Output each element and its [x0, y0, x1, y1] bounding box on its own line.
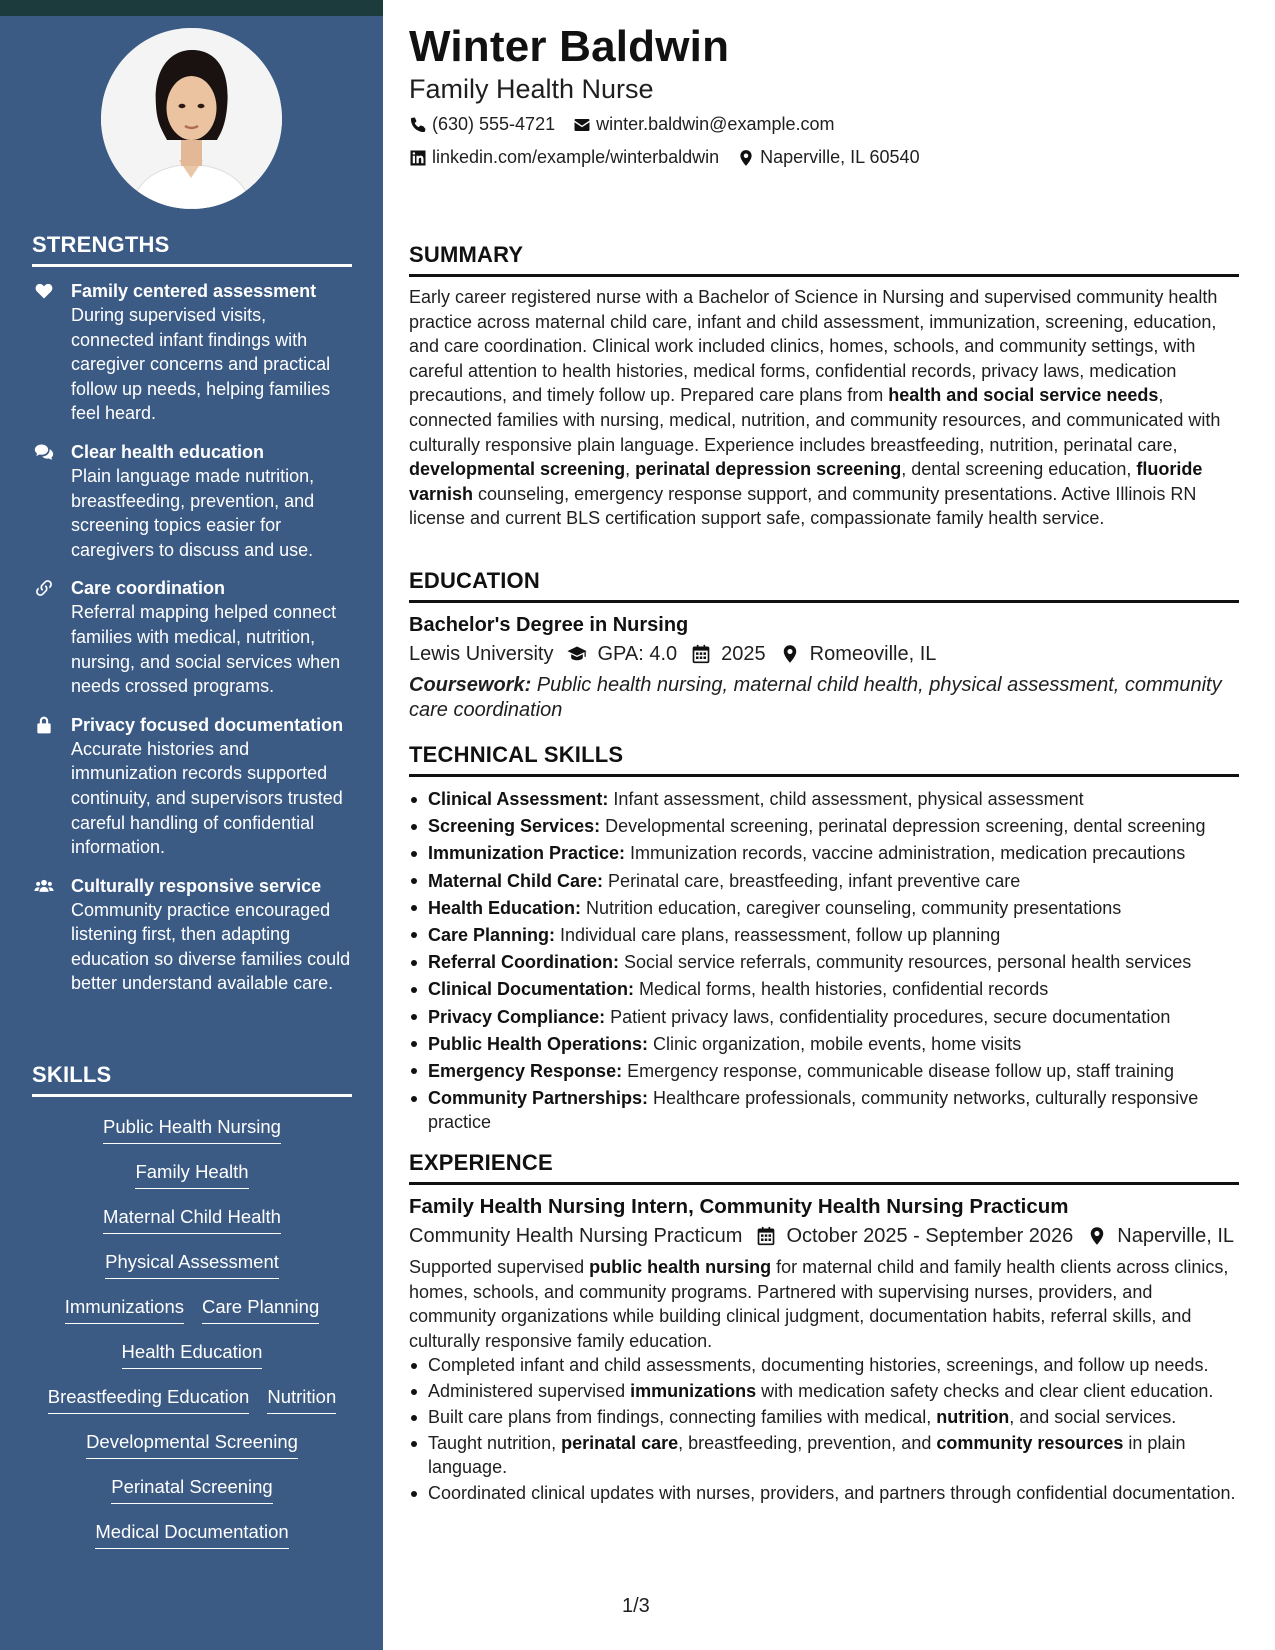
- graduation-cap-icon: [567, 644, 587, 664]
- strengths-heading: STRENGTHS: [32, 232, 352, 267]
- skills-list: [32, 1109, 352, 1559]
- experience-section: [409, 1150, 1239, 1507]
- lock-icon: [34, 715, 54, 735]
- education-section: [409, 568, 1239, 722]
- technical-skills-heading: TECHNICAL SKILLS: [409, 742, 1239, 777]
- comments-icon: [34, 442, 54, 462]
- strength-title: Clear health education: [71, 441, 265, 462]
- sidebar: [0, 0, 383, 1650]
- list-item: Privacy Compliance: Patient privacy laws, confidentiality procedures, secure documentation: [409, 1005, 1239, 1029]
- list-item: Public Health Operations: Clinic organization, mobile events, home visits: [409, 1032, 1239, 1056]
- strength-item: [32, 713, 352, 860]
- experience-meta: [409, 1221, 1239, 1251]
- list-item: Taught nutrition, perinatal care, breastfeeding, prevention, and community resources in plain language.: [409, 1431, 1239, 1479]
- education-location-item: [780, 639, 937, 669]
- list-item: Health Education: Nutrition education, caregiver counseling, community presentations: [409, 896, 1239, 920]
- technical-skills-list: [409, 787, 1239, 1134]
- email-contact: [573, 114, 834, 135]
- skill-tag: Immunizations: [65, 1289, 184, 1324]
- list-item: Clinical Assessment: Infant assessment, child assessment, physical assessment: [409, 787, 1239, 811]
- list-item: Maternal Child Care: Perinatal care, breastfeeding, infant preventive care: [409, 869, 1239, 893]
- summary-heading: SUMMARY: [409, 242, 1239, 277]
- skill-tag: Care Planning: [202, 1289, 319, 1324]
- phone-icon: [409, 116, 427, 134]
- phone-number: (630) 555-4721: [432, 114, 556, 134]
- coursework: Coursework: Public health nursing, maternal child health, physical assessment, community care coordination: [409, 674, 1222, 721]
- school-name: Lewis University: [409, 643, 554, 665]
- skill-tag: Public Health Nursing: [103, 1109, 281, 1144]
- education-location: Romeoville, IL: [809, 643, 937, 665]
- skill-tag: Health Education: [122, 1334, 263, 1369]
- experience-description: Supported supervised public health nursing for maternal child and family health clients across clinics, homes, schools, and community programs. Partnered with supervising nurses, providers, and community organizations while building clinical judgment, documentation habits, referral skills, and culturally responsive family education.: [409, 1257, 1229, 1351]
- location-text: Naperville, IL 60540: [760, 147, 920, 167]
- list-item: Administered supervised immunizations with medication safety checks and clear client education.: [409, 1379, 1239, 1403]
- year-item: [691, 639, 766, 669]
- summary-section: [409, 242, 1239, 531]
- calendar-icon: [756, 1226, 776, 1246]
- location-contact: [737, 147, 919, 168]
- degree-title: Bachelor's Degree in Nursing: [409, 614, 689, 636]
- skill-tag: Physical Assessment: [105, 1244, 279, 1279]
- strength-description: Referral mapping helped connect families with medical, nutrition, nursing, and social services when needs crossed programs.: [71, 602, 341, 697]
- technical-skills-section: [409, 742, 1239, 1137]
- contact-row-2: [409, 147, 938, 168]
- strength-item: [32, 874, 352, 996]
- strength-description: Community practice encouraged listening first, then adapting education so diverse families could better understand available care.: [71, 899, 351, 994]
- strength-item: [32, 576, 352, 698]
- page-number: 1/3: [622, 1595, 650, 1617]
- strength-item: [32, 279, 352, 426]
- map-marker-icon: [1087, 1226, 1107, 1246]
- profile-photo: [101, 28, 282, 209]
- calendar-icon: [691, 644, 711, 664]
- skill-tag: Developmental Screening: [86, 1424, 298, 1459]
- list-item: Built care plans from findings, connecting families with medical, nutrition, and social services.: [409, 1405, 1239, 1429]
- contact-row-1: [409, 114, 852, 135]
- skill-tag: Perinatal Screening: [111, 1469, 272, 1504]
- envelope-icon: [573, 116, 591, 134]
- summary-text: Early career registered nurse with a Bachelor of Science in Nursing and supervised community health practice across maternal child care, infant and child assessment, immunization, screening, education, and care coordination. Clinical work included clinics, homes, schools, and community settings, with careful attention to health histories, medical forms, confidential records, privacy laws, medication precautions, and timely follow up. Prepared care plans from health and social service needs, connected families with nursing, medical, nutrition, and community resources, and communicated with culturally responsive plain language. Experience includes breastfeeding, nutrition, perinatal care, developmental screening, perinatal depression screening, dental screening education, fluoride varnish counseling, emergency response support, and community presentations. Active Illinois RN license and current BLS certification support safe, compassionate family health service.: [409, 287, 1221, 529]
- strengths-section: [32, 232, 352, 1010]
- skill-tag: Maternal Child Health: [103, 1199, 281, 1234]
- list-item: Emergency Response: Emergency response, communicable disease follow up, staff training: [409, 1059, 1239, 1083]
- list-item: Referral Coordination: Social service referrals, community resources, personal health services: [409, 950, 1239, 974]
- experience-dates: October 2025 - September 2026: [786, 1225, 1074, 1247]
- map-marker-icon: [780, 644, 800, 664]
- skill-tag: Family Health: [135, 1154, 248, 1189]
- experience-dates-item: [756, 1221, 1073, 1251]
- list-item: Clinical Documentation: Medical forms, health histories, confidential records: [409, 977, 1239, 1001]
- list-item: Care Planning: Individual care plans, reassessment, follow up planning: [409, 923, 1239, 947]
- heart-icon: [34, 281, 54, 301]
- strength-title: Culturally responsive service: [71, 875, 322, 896]
- strength-item: [32, 440, 352, 562]
- linkedin-contact: [409, 147, 719, 168]
- skill-tag: Nutrition: [267, 1379, 336, 1414]
- strength-title: Family centered assessment: [71, 281, 317, 301]
- experience-heading: EXPERIENCE: [409, 1150, 1239, 1185]
- linkedin-url: linkedin.com/example/winterbaldwin: [432, 147, 720, 167]
- education-heading: EDUCATION: [409, 568, 1239, 603]
- profile-photo-illustration: [101, 28, 282, 209]
- strength-title: Care coordination: [71, 578, 226, 599]
- strength-description: Plain language made nutrition, breastfeeding, prevention, and screening topics easier for caregivers to discuss and use.: [71, 465, 315, 560]
- list-item: Community Partnerships: Healthcare professionals, community networks, culturally responsive practice: [409, 1086, 1239, 1134]
- experience-location-item: [1087, 1221, 1234, 1251]
- email-address: winter.baldwin@example.com: [596, 114, 835, 134]
- list-item: Coordinated clinical updates with nurses, providers, and partners through confidential documentation.: [409, 1481, 1239, 1505]
- experience-org: Community Health Nursing Practicum: [409, 1225, 743, 1247]
- job-title: Family Health Nurse: [409, 74, 654, 104]
- gpa-text: GPA: 4.0: [597, 643, 678, 665]
- experience-title: Family Health Nursing Intern, Community Health Nursing Practicum: [409, 1195, 1069, 1218]
- education-meta: [409, 639, 1239, 669]
- phone-contact: [409, 114, 555, 135]
- strength-description: Accurate histories and immunization records supported continuity, and supervisors trusted careful handling of confidential information.: [71, 738, 343, 858]
- graduation-year: 2025: [721, 643, 766, 665]
- experience-location: Naperville, IL: [1117, 1225, 1235, 1247]
- sidebar-top-bar: [0, 0, 383, 16]
- list-item: Completed infant and child assessments, documenting histories, screenings, and follow up needs.: [409, 1353, 1239, 1377]
- strength-description: During supervised visits, connected infant findings with caregiver concerns and practical follow up needs, helping families feel heard.: [71, 305, 331, 424]
- list-item: Screening Services: Developmental screening, perinatal depression screening, dental screening: [409, 814, 1239, 838]
- users-icon: [34, 876, 54, 896]
- experience-bullets: [409, 1353, 1239, 1505]
- skill-tag: Medical Documentation: [95, 1514, 288, 1549]
- skills-heading: SKILLS: [32, 1062, 352, 1097]
- link-icon: [34, 578, 54, 598]
- map-marker-icon: [737, 149, 755, 167]
- linkedin-icon: [409, 149, 427, 167]
- candidate-name: Winter Baldwin: [409, 22, 730, 71]
- gpa-item: [567, 639, 677, 669]
- list-item: Immunization Practice: Immunization records, vaccine administration, medication precautions: [409, 841, 1239, 865]
- strength-title: Privacy focused documentation: [71, 714, 344, 735]
- skills-section: [32, 1062, 352, 1559]
- skill-tag: Breastfeeding Education: [48, 1379, 250, 1414]
